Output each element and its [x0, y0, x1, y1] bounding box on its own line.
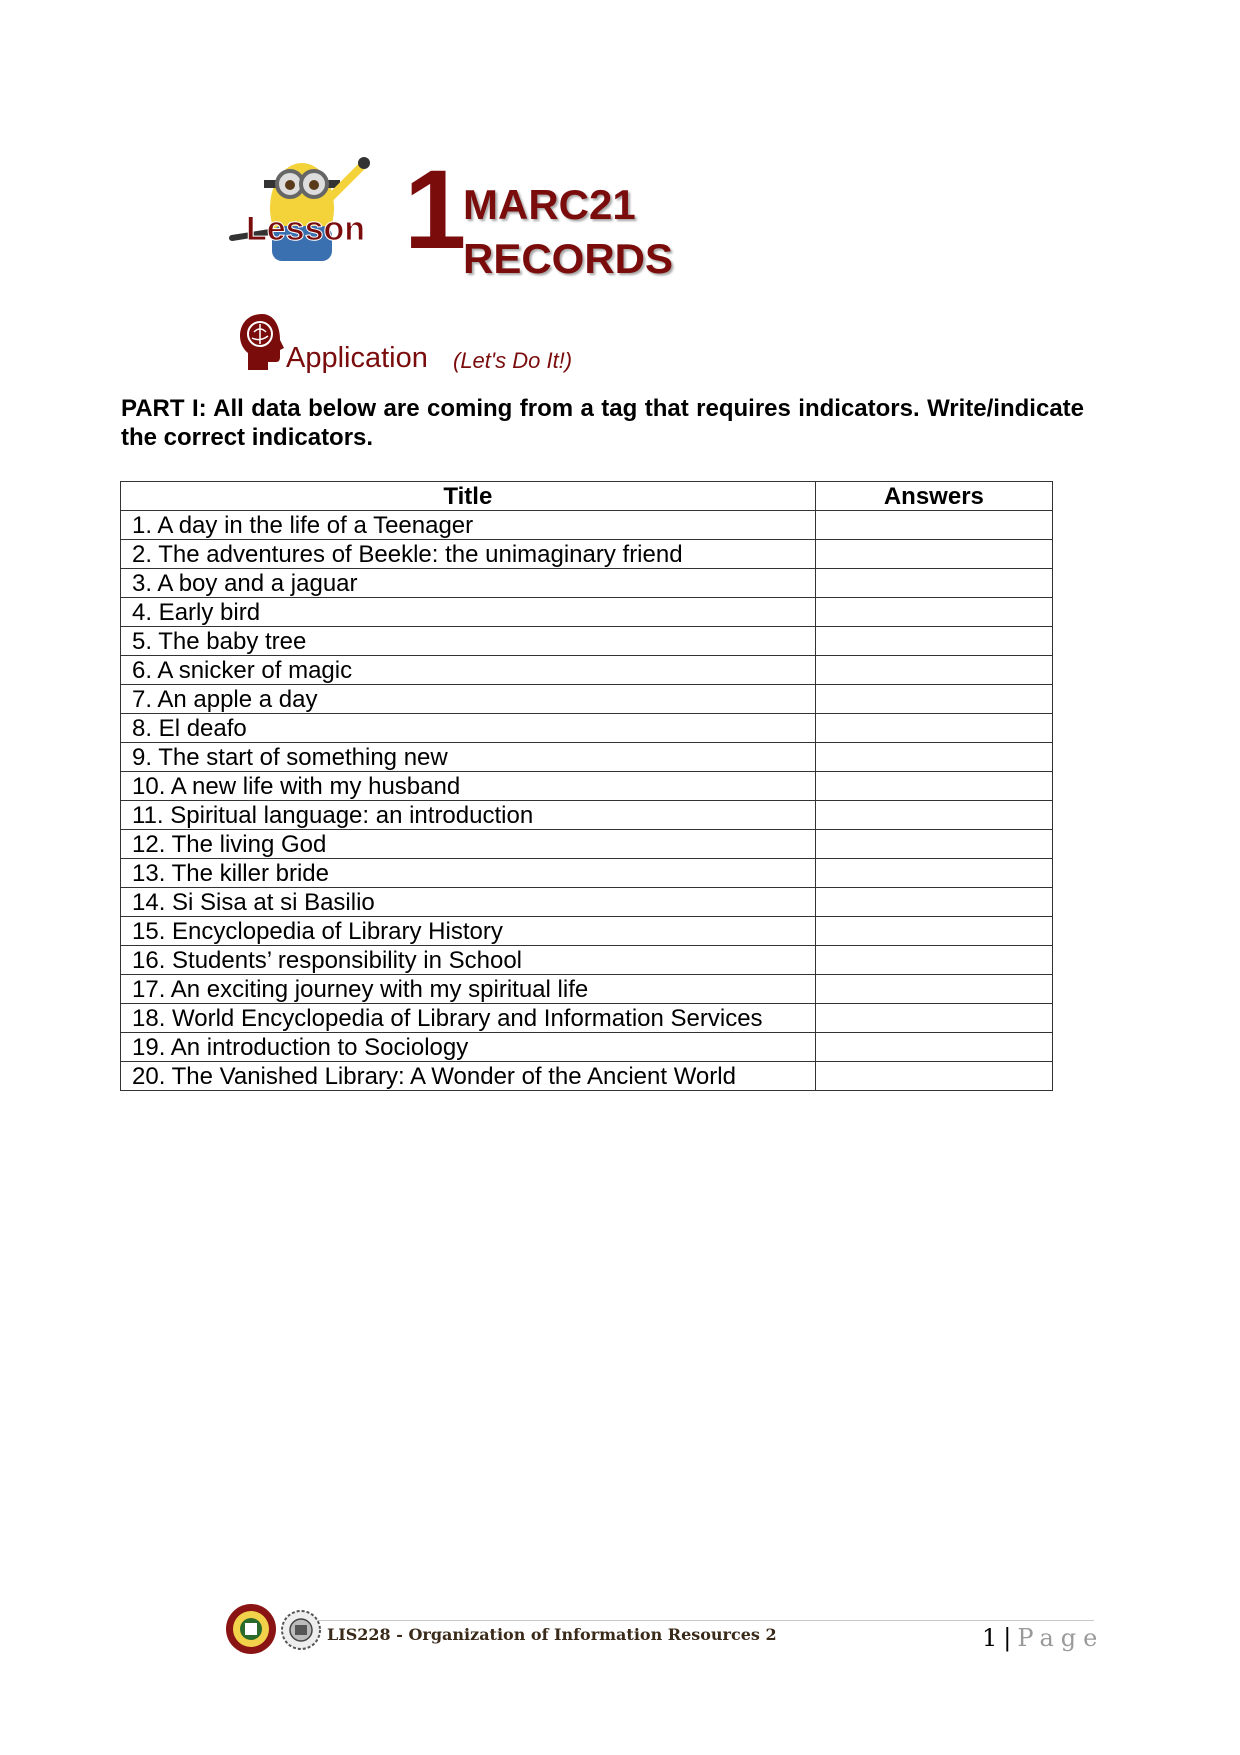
page-word: Page: [1017, 1624, 1105, 1652]
title-cell: 12. The living God: [121, 830, 816, 859]
lesson-word: Lesson: [246, 210, 366, 248]
table-row: [121, 801, 1053, 830]
footer-course-title: LIS228 - Organization of Information Resources 2: [327, 1625, 777, 1644]
title-cell: 20. The Vanished Library: A Wonder of the Ancient World: [121, 1062, 816, 1091]
answer-cell[interactable]: [815, 627, 1052, 656]
table-row: [121, 888, 1053, 917]
answer-cell[interactable]: [815, 859, 1052, 888]
title-cell: 19. An introduction to Sociology: [121, 1033, 816, 1062]
answer-cell[interactable]: [815, 801, 1052, 830]
answer-cell[interactable]: [815, 888, 1052, 917]
title-cell: 6. A snicker of magic: [121, 656, 816, 685]
answer-cell[interactable]: [815, 540, 1052, 569]
table-row: [121, 743, 1053, 772]
page-number: 1: [982, 1624, 998, 1652]
title-cell: 5. The baby tree: [121, 627, 816, 656]
table-row: [121, 917, 1053, 946]
title-cell: 13. The killer bride: [121, 859, 816, 888]
title-cell: 16. Students’ responsibility in School: [121, 946, 816, 975]
table-row: [121, 511, 1053, 540]
answer-cell[interactable]: [815, 685, 1052, 714]
answer-cell[interactable]: [815, 830, 1052, 859]
title-cell: 14. Si Sisa at si Basilio: [121, 888, 816, 917]
title-cell: 11. Spiritual language: an introduction: [121, 801, 816, 830]
title-cell: 3. A boy and a jaguar: [121, 569, 816, 598]
table-row: [121, 714, 1053, 743]
page-separator: |: [1003, 1624, 1012, 1652]
table-row: [121, 772, 1053, 801]
answer-cell[interactable]: [815, 975, 1052, 1004]
application-subtitle: (Let's Do It!): [453, 348, 573, 373]
lesson-title-line1: MARC21: [463, 181, 636, 228]
minion-eye-left: [285, 180, 295, 190]
footer-divider: [308, 1620, 1094, 1621]
table-row: [121, 540, 1053, 569]
answer-cell[interactable]: [815, 598, 1052, 627]
college-seal-icon: [281, 1610, 321, 1650]
table-row: [121, 685, 1053, 714]
table-row: [121, 830, 1053, 859]
title-cell: 2. The adventures of Beekle: the unimaginary friend: [121, 540, 816, 569]
titles-table: [120, 481, 1053, 1091]
title-cell: 17. An exciting journey with my spiritual life: [121, 975, 816, 1004]
answer-cell[interactable]: [815, 1004, 1052, 1033]
minion-hand: [358, 157, 370, 169]
table-row: [121, 598, 1053, 627]
answer-cell[interactable]: [815, 917, 1052, 946]
answer-cell[interactable]: [815, 946, 1052, 975]
table-header-row: [121, 482, 1053, 511]
table-row: [121, 627, 1053, 656]
answer-cell[interactable]: [815, 1062, 1052, 1091]
footer-page-indicator: [982, 1624, 1104, 1652]
table-row: [121, 569, 1053, 598]
answer-cell[interactable]: [815, 714, 1052, 743]
application-title: Application: [286, 342, 428, 374]
table-row: [121, 1004, 1053, 1033]
answer-cell[interactable]: [815, 1033, 1052, 1062]
answer-cell[interactable]: [815, 511, 1052, 540]
answer-cell[interactable]: [815, 656, 1052, 685]
title-cell: 10. A new life with my husband: [121, 772, 816, 801]
title-column-header: Title: [121, 482, 816, 511]
table-row: [121, 656, 1053, 685]
lesson-title-line2: RECORDS: [463, 235, 674, 282]
minion-eye-right: [309, 180, 319, 190]
title-cell: 15. Encyclopedia of Library History: [121, 917, 816, 946]
title-cell: 8. El deafo: [121, 714, 816, 743]
title-cell: 18. World Encyclopedia of Library and Information Services: [121, 1004, 816, 1033]
university-seal-icon: [225, 1603, 277, 1655]
title-cell: 7. An apple a day: [121, 685, 816, 714]
lesson-minion-graphic: [222, 148, 402, 278]
table-row: [121, 975, 1053, 1004]
lesson-number: 1: [404, 147, 467, 272]
answer-cell[interactable]: [815, 569, 1052, 598]
title-cell: 1. A day in the life of a Teenager: [121, 511, 816, 540]
title-cell: 4. Early bird: [121, 598, 816, 627]
table-row: [121, 1062, 1053, 1091]
table-row: [121, 859, 1053, 888]
head-brain-icon: [238, 312, 286, 372]
answer-cell[interactable]: [815, 743, 1052, 772]
title-cell: 9. The start of something new: [121, 743, 816, 772]
table-row: [121, 946, 1053, 975]
answer-cell[interactable]: [815, 772, 1052, 801]
part-instructions: PART I: All data below are coming from a tag that requires indicators. Write/indicate the correct indicators.: [121, 395, 1084, 451]
table-row: [121, 1033, 1053, 1062]
answers-column-header: Answers: [815, 482, 1052, 511]
